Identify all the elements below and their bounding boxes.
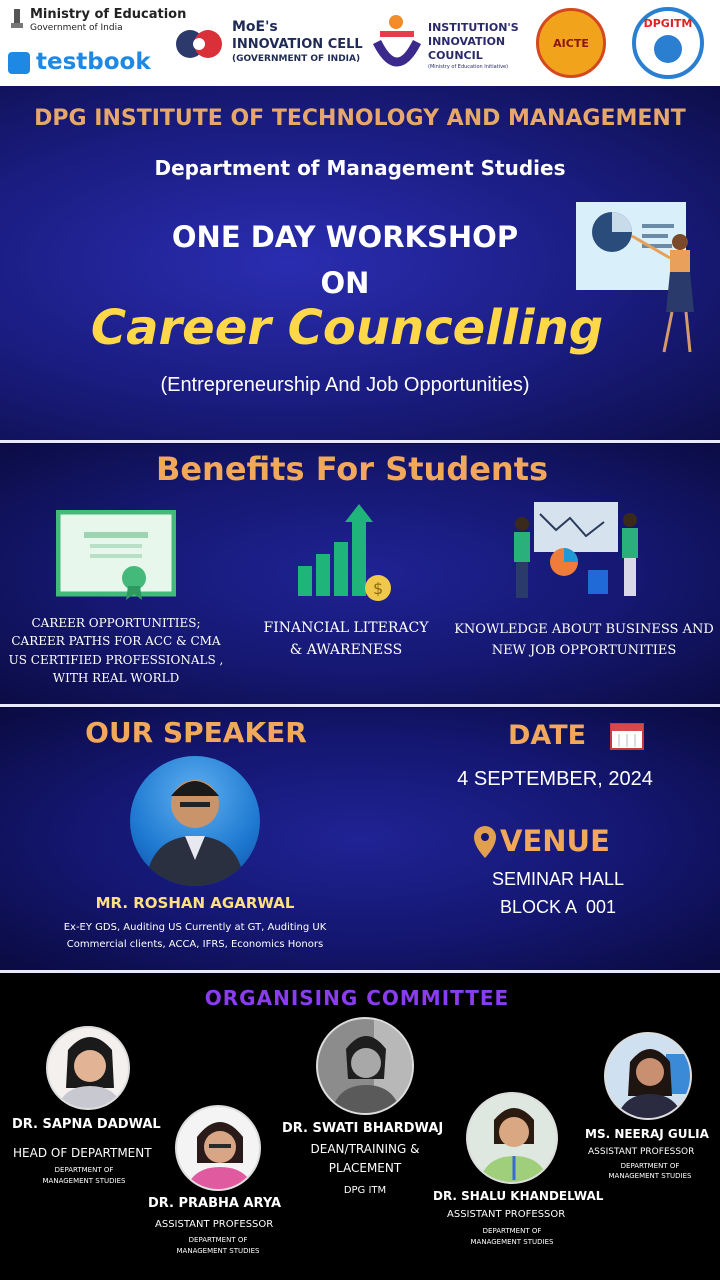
innovation-cell-line3: (GOVERNMENT OF INDIA) (232, 54, 361, 64)
moe-subtitle: Government of India (30, 23, 123, 33)
divider (0, 440, 720, 443)
certificate-icon (56, 510, 176, 602)
title-banner (0, 86, 720, 440)
speaker-photo (130, 756, 260, 886)
testbook-logo: testbook (36, 49, 151, 75)
topic-subtitle: (Entrepreneurship And Job Opportunities) (160, 374, 530, 396)
logo-header (0, 0, 720, 86)
member-name: DR. SAPNA DADWAL (12, 1117, 161, 1132)
dpgitm-logo (632, 7, 704, 79)
speaker-bio-line2: Commercial clients, ACCA, IFRS, Economics Honors (66, 939, 324, 950)
innovation-cell-line1: MoE's (232, 19, 278, 35)
moe-emblem-icon (8, 7, 26, 31)
iic-line2: INNOVATION (428, 35, 506, 48)
workshop-heading: ONE DAY WORKSHOP (171, 220, 519, 254)
member-name: DR. SWATI BHARDWAJ (282, 1121, 444, 1136)
benefit-2-line1: FINANCIAL LITERACY (263, 620, 429, 636)
dpgitm-label: DPGITM (643, 17, 693, 30)
iic-line3: COUNCIL (428, 49, 483, 62)
committee-heading: ORGANISING COMMITTEE (204, 986, 510, 1010)
workshop-on: ON (320, 266, 370, 300)
divider (0, 704, 720, 707)
speaker-heading: OUR SPEAKER (85, 716, 307, 749)
calendar-icon (610, 720, 644, 750)
testbook-icon (8, 52, 30, 74)
growth-chart-icon (294, 502, 394, 606)
benefit-1-line1: CAREER OPPORTUNITIES; (31, 616, 201, 630)
speaker-name: MR. ROSHAN AGARWAL (95, 894, 295, 912)
benefits-heading: Benefits For Students (155, 450, 549, 488)
member-role: ASSISTANT PROFESSOR (155, 1219, 274, 1230)
member-role: HEAD OF DEPARTMENT (13, 1146, 152, 1160)
department-name: Department of Management Studies (154, 156, 566, 180)
member-dept: DEPARTMENT OF (620, 1162, 680, 1170)
member-name: MS. NEERAJ GULIA (585, 1127, 709, 1141)
presentation-illustration-icon (572, 202, 702, 362)
venue-label: VENUE (500, 824, 610, 858)
venue-line1: SEMINAR HALL (491, 869, 625, 889)
speaker-section (0, 708, 720, 970)
speaker-bio-line1: Ex-EY GDS, Auditing US Currently at GT, Auditing UK (63, 922, 327, 933)
iic-icon (372, 12, 422, 74)
iic-line1: INSTITUTION'S (428, 21, 519, 34)
member-dept: MANAGEMENT STUDIES (470, 1238, 554, 1246)
innovation-cell-line2: INNOVATION CELL (232, 37, 363, 52)
benefit-2-line2: & AWARENESS (289, 642, 403, 658)
member-dept: DEPARTMENT OF (54, 1166, 114, 1174)
member-photo (466, 1092, 558, 1184)
moe-title: Ministry of Education (30, 7, 187, 22)
business-team-icon (508, 500, 644, 604)
venue-line2: BLOCK A 001 (499, 897, 617, 917)
member-photo (175, 1105, 261, 1191)
member-dept: DPG ITM (343, 1185, 387, 1196)
member-role: ASSISTANT PROFESSOR (588, 1147, 695, 1157)
date-label: DATE (508, 720, 587, 751)
aicte-logo (536, 8, 606, 78)
member-photo (46, 1026, 130, 1110)
iic-line4: (Ministry of Education Initiative) (428, 64, 509, 70)
committee-section (0, 973, 720, 1280)
benefits-section (0, 444, 720, 704)
svg-text:$: $ (373, 579, 384, 598)
member-photo (604, 1032, 692, 1120)
innovation-cell-icon (174, 20, 224, 68)
aicte-label: AICTE (553, 37, 589, 50)
member-photo (316, 1017, 414, 1115)
member-dept: DEPARTMENT OF (188, 1236, 248, 1244)
topic-title: Career Councelling (90, 300, 604, 356)
member-role: ASSISTANT PROFESSOR (447, 1209, 566, 1220)
member-dept: DEPARTMENT OF (482, 1227, 542, 1235)
benefit-3-line1: KNOWLEDGE ABOUT BUSINESS AND (454, 622, 714, 637)
member-role: PLACEMENT (328, 1161, 402, 1175)
benefit-1-line4: WITH REAL WORLD (52, 671, 180, 685)
benefit-3-line2: NEW JOB OPPORTUNITIES (491, 643, 677, 658)
location-pin-icon (474, 826, 496, 858)
member-dept: MANAGEMENT STUDIES (42, 1177, 126, 1185)
member-role: DEAN/TRAINING & (310, 1142, 420, 1156)
member-name: DR. PRABHA ARYA (148, 1196, 282, 1211)
benefit-1-line2: CAREER PATHS FOR ACC & CMA (11, 634, 221, 648)
benefit-1-line3: US CERTIFIED PROFESSIONALS , (8, 653, 224, 667)
member-dept: MANAGEMENT STUDIES (176, 1247, 260, 1255)
member-name: DR. SHALU KHANDELWAL (433, 1189, 604, 1203)
institute-name: DPG INSTITUTE OF TECHNOLOGY AND MANAGEMENT (34, 106, 686, 131)
member-dept: MANAGEMENT STUDIES (608, 1172, 692, 1180)
event-date: 4 SEPTEMBER, 2024 (457, 768, 653, 790)
